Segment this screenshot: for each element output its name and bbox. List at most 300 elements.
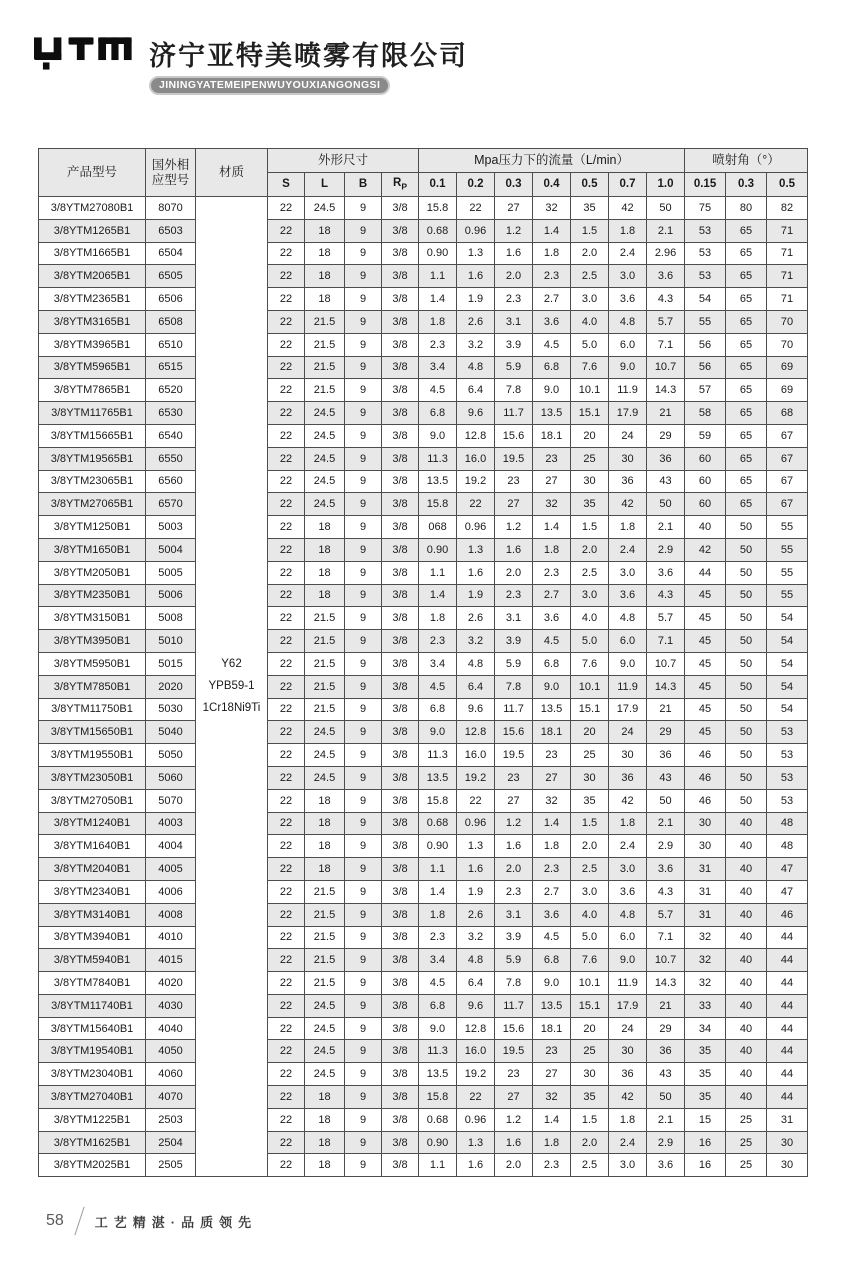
cell-flow-0.2: 3.2 bbox=[457, 630, 495, 653]
cell-flow-1.0: 10.7 bbox=[647, 652, 685, 675]
cell-flow-0.2: 1.9 bbox=[457, 584, 495, 607]
cell-dim-s: 22 bbox=[268, 994, 305, 1017]
cell-product-model: 3/8YTM11750B1 bbox=[39, 698, 146, 721]
cell-dim-b: 9 bbox=[345, 288, 382, 311]
cell-dim-s: 22 bbox=[268, 1017, 305, 1040]
cell-dim-b: 9 bbox=[345, 926, 382, 949]
material-line: 1Cr18Ni9Ti bbox=[202, 701, 261, 714]
cell-flow-0.2: 12.8 bbox=[457, 1017, 495, 1040]
cell-angle-0.3: 40 bbox=[726, 972, 767, 995]
cell-flow-0.3: 19.5 bbox=[495, 1040, 533, 1063]
cell-foreign-model: 4070 bbox=[146, 1086, 196, 1109]
cell-angle-0.5: 55 bbox=[767, 538, 808, 561]
cell-product-model: 3/8YTM7850B1 bbox=[39, 675, 146, 698]
cell-dim-l: 24.5 bbox=[305, 1017, 345, 1040]
cell-foreign-model: 2504 bbox=[146, 1131, 196, 1154]
cell-flow-0.4: 18.1 bbox=[533, 424, 571, 447]
cell-angle-0.5: 48 bbox=[767, 812, 808, 835]
cell-angle-0.15: 40 bbox=[685, 516, 726, 539]
cell-foreign-model: 6503 bbox=[146, 219, 196, 242]
cell-angle-0.5: 67 bbox=[767, 470, 808, 493]
cell-foreign-model: 6550 bbox=[146, 447, 196, 470]
cell-flow-1.0: 36 bbox=[647, 744, 685, 767]
cell-foreign-model: 4006 bbox=[146, 880, 196, 903]
cell-flow-0.7: 42 bbox=[609, 493, 647, 516]
ytm-logo-icon bbox=[34, 36, 134, 71]
cell-dim-rp: 3/8 bbox=[382, 584, 419, 607]
cell-angle-0.3: 65 bbox=[726, 356, 767, 379]
cell-dim-b: 9 bbox=[345, 744, 382, 767]
cell-flow-0.1: 4.5 bbox=[419, 972, 457, 995]
cell-flow-0.3: 23 bbox=[495, 470, 533, 493]
cell-flow-0.7: 1.8 bbox=[609, 219, 647, 242]
subheader-flow-0.3: 0.3 bbox=[495, 173, 533, 197]
col-header-spray-angle: 喷射角（°） bbox=[685, 149, 808, 173]
subheader-dim-b: B bbox=[345, 173, 382, 197]
cell-angle-0.15: 60 bbox=[685, 447, 726, 470]
cell-flow-0.7: 6.0 bbox=[609, 630, 647, 653]
cell-dim-s: 22 bbox=[268, 1108, 305, 1131]
cell-dim-b: 9 bbox=[345, 265, 382, 288]
cell-dim-b: 9 bbox=[345, 812, 382, 835]
cell-flow-1.0: 50 bbox=[647, 197, 685, 220]
cell-flow-0.4: 1.4 bbox=[533, 1108, 571, 1131]
cell-flow-0.2: 19.2 bbox=[457, 470, 495, 493]
spec-row bbox=[39, 379, 808, 402]
cell-foreign-model: 5006 bbox=[146, 584, 196, 607]
cell-foreign-model: 6540 bbox=[146, 424, 196, 447]
cell-angle-0.5: 54 bbox=[767, 652, 808, 675]
cell-angle-0.15: 32 bbox=[685, 949, 726, 972]
cell-angle-0.5: 54 bbox=[767, 607, 808, 630]
cell-dim-rp: 3/8 bbox=[382, 812, 419, 835]
cell-flow-0.2: 2.6 bbox=[457, 607, 495, 630]
cell-foreign-model: 5050 bbox=[146, 744, 196, 767]
cell-product-model: 3/8YTM5965B1 bbox=[39, 356, 146, 379]
cell-flow-0.4: 1.8 bbox=[533, 242, 571, 265]
cell-dim-rp: 3/8 bbox=[382, 972, 419, 995]
cell-angle-0.15: 58 bbox=[685, 402, 726, 425]
material-line: YPB59-1 bbox=[208, 679, 255, 692]
cell-flow-0.3: 27 bbox=[495, 197, 533, 220]
cell-angle-0.3: 40 bbox=[726, 903, 767, 926]
cell-dim-rp: 3/8 bbox=[382, 1017, 419, 1040]
cell-dim-l: 18 bbox=[305, 265, 345, 288]
cell-flow-0.3: 5.9 bbox=[495, 356, 533, 379]
cell-dim-rp: 3/8 bbox=[382, 926, 419, 949]
cell-flow-0.4: 6.8 bbox=[533, 652, 571, 675]
cell-flow-0.7: 24 bbox=[609, 721, 647, 744]
cell-dim-rp: 3/8 bbox=[382, 630, 419, 653]
cell-angle-0.15: 60 bbox=[685, 470, 726, 493]
cell-flow-0.2: 19.2 bbox=[457, 1063, 495, 1086]
cell-flow-0.5: 20 bbox=[571, 721, 609, 744]
cell-angle-0.15: 30 bbox=[685, 812, 726, 835]
cell-flow-0.2: 1.3 bbox=[457, 835, 495, 858]
spec-row bbox=[39, 721, 808, 744]
cell-product-model: 3/8YTM1625B1 bbox=[39, 1131, 146, 1154]
cell-angle-0.15: 54 bbox=[685, 288, 726, 311]
cell-angle-0.15: 34 bbox=[685, 1017, 726, 1040]
cell-flow-0.1: 15.8 bbox=[419, 197, 457, 220]
cell-flow-0.3: 2.0 bbox=[495, 265, 533, 288]
cell-dim-b: 9 bbox=[345, 493, 382, 516]
cell-angle-0.3: 65 bbox=[726, 493, 767, 516]
cell-flow-0.3: 3.9 bbox=[495, 333, 533, 356]
cell-flow-0.3: 2.3 bbox=[495, 880, 533, 903]
cell-dim-s: 22 bbox=[268, 265, 305, 288]
spec-row bbox=[39, 858, 808, 881]
cell-flow-1.0: 2.1 bbox=[647, 1108, 685, 1131]
company-block bbox=[149, 36, 468, 95]
cell-flow-0.5: 4.0 bbox=[571, 903, 609, 926]
cell-angle-0.3: 65 bbox=[726, 242, 767, 265]
cell-flow-1.0: 21 bbox=[647, 698, 685, 721]
cell-angle-0.3: 50 bbox=[726, 607, 767, 630]
cell-angle-0.5: 54 bbox=[767, 630, 808, 653]
spec-row bbox=[39, 744, 808, 767]
cell-flow-0.5: 1.5 bbox=[571, 812, 609, 835]
cell-angle-0.15: 57 bbox=[685, 379, 726, 402]
cell-angle-0.15: 30 bbox=[685, 835, 726, 858]
cell-flow-0.4: 27 bbox=[533, 470, 571, 493]
cell-dim-l: 21.5 bbox=[305, 926, 345, 949]
cell-flow-0.5: 3.0 bbox=[571, 880, 609, 903]
subheader-flow-0.2: 0.2 bbox=[457, 173, 495, 197]
cell-foreign-model: 5008 bbox=[146, 607, 196, 630]
cell-angle-0.3: 40 bbox=[726, 812, 767, 835]
cell-flow-0.4: 32 bbox=[533, 1086, 571, 1109]
cell-dim-rp: 3/8 bbox=[382, 607, 419, 630]
cell-flow-0.3: 1.6 bbox=[495, 242, 533, 265]
cell-angle-0.5: 70 bbox=[767, 333, 808, 356]
cell-flow-0.4: 2.7 bbox=[533, 880, 571, 903]
cell-flow-0.7: 3.0 bbox=[609, 265, 647, 288]
cell-angle-0.15: 75 bbox=[685, 197, 726, 220]
col-header-foreign-model: 国外相应型号 bbox=[146, 149, 196, 197]
cell-foreign-model: 8070 bbox=[146, 197, 196, 220]
spec-row bbox=[39, 630, 808, 653]
cell-flow-0.1: 15.8 bbox=[419, 789, 457, 812]
page-header bbox=[34, 36, 468, 95]
cell-flow-0.1: 0.90 bbox=[419, 242, 457, 265]
cell-dim-b: 9 bbox=[345, 197, 382, 220]
spec-row bbox=[39, 197, 808, 220]
cell-angle-0.3: 25 bbox=[726, 1154, 767, 1177]
cell-angle-0.3: 40 bbox=[726, 858, 767, 881]
cell-flow-0.3: 3.1 bbox=[495, 903, 533, 926]
cell-dim-s: 22 bbox=[268, 402, 305, 425]
spec-row bbox=[39, 516, 808, 539]
spec-row bbox=[39, 766, 808, 789]
slash-divider-icon bbox=[74, 1207, 84, 1236]
cell-angle-0.5: 30 bbox=[767, 1154, 808, 1177]
cell-dim-b: 9 bbox=[345, 1086, 382, 1109]
cell-flow-0.4: 1.8 bbox=[533, 1131, 571, 1154]
cell-dim-rp: 3/8 bbox=[382, 789, 419, 812]
cell-dim-l: 24.5 bbox=[305, 424, 345, 447]
cell-flow-0.7: 1.8 bbox=[609, 1108, 647, 1131]
cell-flow-1.0: 3.6 bbox=[647, 265, 685, 288]
cell-product-model: 3/8YTM1225B1 bbox=[39, 1108, 146, 1131]
cell-flow-0.7: 9.0 bbox=[609, 356, 647, 379]
cell-dim-rp: 3/8 bbox=[382, 538, 419, 561]
cell-flow-0.1: 1.8 bbox=[419, 607, 457, 630]
cell-angle-0.5: 54 bbox=[767, 698, 808, 721]
cell-flow-0.2: 19.2 bbox=[457, 766, 495, 789]
cell-angle-0.3: 65 bbox=[726, 265, 767, 288]
cell-flow-0.4: 3.6 bbox=[533, 903, 571, 926]
cell-flow-0.7: 30 bbox=[609, 744, 647, 767]
cell-flow-0.4: 1.8 bbox=[533, 538, 571, 561]
cell-angle-0.5: 44 bbox=[767, 926, 808, 949]
spec-row bbox=[39, 994, 808, 1017]
cell-flow-0.2: 0.96 bbox=[457, 812, 495, 835]
cell-flow-0.1: 11.3 bbox=[419, 447, 457, 470]
cell-foreign-model: 4008 bbox=[146, 903, 196, 926]
cell-flow-0.5: 1.5 bbox=[571, 219, 609, 242]
cell-flow-1.0: 21 bbox=[647, 402, 685, 425]
cell-flow-0.2: 4.8 bbox=[457, 949, 495, 972]
company-pinyin-badge: JININGYATEMEIPENWUYOUXIANGONGSI bbox=[149, 76, 390, 95]
cell-angle-0.3: 65 bbox=[726, 424, 767, 447]
cell-flow-0.2: 22 bbox=[457, 493, 495, 516]
cell-angle-0.5: 55 bbox=[767, 584, 808, 607]
cell-flow-0.1: 3.4 bbox=[419, 949, 457, 972]
cell-flow-0.4: 9.0 bbox=[533, 675, 571, 698]
cell-dim-rp: 3/8 bbox=[382, 652, 419, 675]
cell-flow-0.5: 15.1 bbox=[571, 698, 609, 721]
cell-angle-0.5: 44 bbox=[767, 1086, 808, 1109]
cell-dim-b: 9 bbox=[345, 858, 382, 881]
cell-flow-1.0: 14.3 bbox=[647, 675, 685, 698]
cell-angle-0.3: 50 bbox=[726, 561, 767, 584]
cell-flow-0.5: 35 bbox=[571, 197, 609, 220]
cell-flow-0.3: 11.7 bbox=[495, 994, 533, 1017]
cell-flow-0.7: 36 bbox=[609, 1063, 647, 1086]
cell-angle-0.15: 46 bbox=[685, 789, 726, 812]
cell-flow-0.2: 2.6 bbox=[457, 903, 495, 926]
cell-dim-rp: 3/8 bbox=[382, 356, 419, 379]
cell-dim-rp: 3/8 bbox=[382, 424, 419, 447]
cell-flow-0.4: 4.5 bbox=[533, 630, 571, 653]
cell-flow-0.3: 27 bbox=[495, 493, 533, 516]
cell-dim-rp: 3/8 bbox=[382, 835, 419, 858]
cell-flow-0.1: 0.90 bbox=[419, 835, 457, 858]
cell-angle-0.15: 42 bbox=[685, 538, 726, 561]
cell-dim-l: 18 bbox=[305, 584, 345, 607]
cell-dim-l: 24.5 bbox=[305, 994, 345, 1017]
cell-product-model: 3/8YTM23050B1 bbox=[39, 766, 146, 789]
cell-product-model: 3/8YTM3165B1 bbox=[39, 310, 146, 333]
cell-angle-0.15: 32 bbox=[685, 926, 726, 949]
cell-dim-b: 9 bbox=[345, 607, 382, 630]
cell-flow-1.0: 2.9 bbox=[647, 538, 685, 561]
cell-dim-rp: 3/8 bbox=[382, 994, 419, 1017]
cell-flow-0.7: 9.0 bbox=[609, 652, 647, 675]
cell-angle-0.5: 47 bbox=[767, 880, 808, 903]
cell-angle-0.15: 46 bbox=[685, 766, 726, 789]
cell-flow-0.4: 27 bbox=[533, 766, 571, 789]
cell-foreign-model: 4040 bbox=[146, 1017, 196, 1040]
cell-flow-0.1: 2.3 bbox=[419, 926, 457, 949]
cell-dim-b: 9 bbox=[345, 994, 382, 1017]
spec-row bbox=[39, 1040, 808, 1063]
cell-dim-s: 22 bbox=[268, 903, 305, 926]
cell-flow-0.4: 9.0 bbox=[533, 379, 571, 402]
cell-dim-s: 22 bbox=[268, 516, 305, 539]
spec-row bbox=[39, 926, 808, 949]
cell-product-model: 3/8YTM3140B1 bbox=[39, 903, 146, 926]
cell-flow-0.7: 3.6 bbox=[609, 288, 647, 311]
cell-flow-0.4: 23 bbox=[533, 447, 571, 470]
cell-dim-s: 22 bbox=[268, 835, 305, 858]
cell-flow-0.7: 6.0 bbox=[609, 333, 647, 356]
cell-dim-s: 22 bbox=[268, 1040, 305, 1063]
cell-flow-0.5: 10.1 bbox=[571, 675, 609, 698]
cell-flow-0.7: 2.4 bbox=[609, 242, 647, 265]
cell-dim-rp: 3/8 bbox=[382, 880, 419, 903]
cell-flow-0.1: 0.68 bbox=[419, 219, 457, 242]
cell-flow-0.7: 1.8 bbox=[609, 812, 647, 835]
cell-angle-0.3: 65 bbox=[726, 333, 767, 356]
cell-flow-0.5: 25 bbox=[571, 744, 609, 767]
cell-angle-0.5: 67 bbox=[767, 424, 808, 447]
cell-flow-0.3: 1.6 bbox=[495, 538, 533, 561]
cell-dim-l: 21.5 bbox=[305, 607, 345, 630]
cell-dim-b: 9 bbox=[345, 219, 382, 242]
cell-dim-s: 22 bbox=[268, 447, 305, 470]
cell-angle-0.15: 15 bbox=[685, 1108, 726, 1131]
cell-flow-0.1: 9.0 bbox=[419, 424, 457, 447]
cell-product-model: 3/8YTM7840B1 bbox=[39, 972, 146, 995]
cell-flow-0.3: 1.2 bbox=[495, 812, 533, 835]
cell-angle-0.15: 16 bbox=[685, 1131, 726, 1154]
cell-angle-0.3: 40 bbox=[726, 880, 767, 903]
cell-flow-0.3: 11.7 bbox=[495, 698, 533, 721]
cell-dim-b: 9 bbox=[345, 789, 382, 812]
cell-flow-1.0: 36 bbox=[647, 1040, 685, 1063]
cell-flow-0.2: 0.96 bbox=[457, 516, 495, 539]
cell-flow-0.2: 4.8 bbox=[457, 356, 495, 379]
cell-dim-rp: 3/8 bbox=[382, 379, 419, 402]
cell-flow-0.2: 6.4 bbox=[457, 972, 495, 995]
cell-dim-rp: 3/8 bbox=[382, 219, 419, 242]
cell-dim-b: 9 bbox=[345, 903, 382, 926]
cell-flow-0.2: 3.2 bbox=[457, 333, 495, 356]
cell-dim-l: 18 bbox=[305, 538, 345, 561]
cell-flow-0.2: 22 bbox=[457, 789, 495, 812]
cell-dim-s: 22 bbox=[268, 584, 305, 607]
cell-foreign-model: 6520 bbox=[146, 379, 196, 402]
cell-product-model: 3/8YTM2040B1 bbox=[39, 858, 146, 881]
cell-dim-b: 9 bbox=[345, 1040, 382, 1063]
cell-flow-0.2: 1.6 bbox=[457, 858, 495, 881]
cell-flow-0.3: 7.8 bbox=[495, 379, 533, 402]
cell-product-model: 3/8YTM27040B1 bbox=[39, 1086, 146, 1109]
cell-dim-s: 22 bbox=[268, 242, 305, 265]
cell-flow-0.7: 36 bbox=[609, 766, 647, 789]
cell-angle-0.3: 40 bbox=[726, 994, 767, 1017]
spec-row bbox=[39, 880, 808, 903]
cell-flow-0.1: 3.4 bbox=[419, 356, 457, 379]
cell-flow-0.4: 1.4 bbox=[533, 516, 571, 539]
cell-foreign-model: 4004 bbox=[146, 835, 196, 858]
cell-dim-l: 18 bbox=[305, 219, 345, 242]
cell-flow-0.1: 2.3 bbox=[419, 333, 457, 356]
cell-angle-0.15: 56 bbox=[685, 333, 726, 356]
cell-product-model: 3/8YTM19565B1 bbox=[39, 447, 146, 470]
spec-row bbox=[39, 584, 808, 607]
cell-foreign-model: 6505 bbox=[146, 265, 196, 288]
cell-flow-1.0: 43 bbox=[647, 470, 685, 493]
cell-flow-0.7: 2.4 bbox=[609, 835, 647, 858]
col-header-dimensions: 外形尺寸 bbox=[268, 149, 419, 173]
cell-dim-s: 22 bbox=[268, 310, 305, 333]
cell-angle-0.3: 40 bbox=[726, 835, 767, 858]
cell-dim-l: 21.5 bbox=[305, 949, 345, 972]
cell-flow-0.4: 4.5 bbox=[533, 926, 571, 949]
cell-dim-rp: 3/8 bbox=[382, 561, 419, 584]
cell-angle-0.3: 50 bbox=[726, 516, 767, 539]
cell-angle-0.5: 30 bbox=[767, 1131, 808, 1154]
cell-foreign-model: 4015 bbox=[146, 949, 196, 972]
rp-sub: P bbox=[401, 181, 407, 192]
cell-dim-s: 22 bbox=[268, 812, 305, 835]
cell-flow-0.1: 0.90 bbox=[419, 538, 457, 561]
cell-foreign-model: 4030 bbox=[146, 994, 196, 1017]
cell-dim-b: 9 bbox=[345, 561, 382, 584]
cell-flow-0.7: 4.8 bbox=[609, 607, 647, 630]
cell-dim-rp: 3/8 bbox=[382, 265, 419, 288]
material-line: Y62 bbox=[221, 657, 242, 670]
spec-row bbox=[39, 219, 808, 242]
cell-flow-0.5: 2.0 bbox=[571, 242, 609, 265]
cell-flow-0.1: 13.5 bbox=[419, 470, 457, 493]
cell-angle-0.3: 50 bbox=[726, 721, 767, 744]
cell-flow-0.1: 3.4 bbox=[419, 652, 457, 675]
cell-flow-0.2: 0.96 bbox=[457, 1108, 495, 1131]
cell-dim-l: 24.5 bbox=[305, 766, 345, 789]
cell-flow-0.7: 42 bbox=[609, 197, 647, 220]
cell-flow-0.7: 3.6 bbox=[609, 880, 647, 903]
cell-foreign-model: 6510 bbox=[146, 333, 196, 356]
cell-dim-b: 9 bbox=[345, 379, 382, 402]
cell-product-model: 3/8YTM3150B1 bbox=[39, 607, 146, 630]
cell-dim-l: 18 bbox=[305, 1154, 345, 1177]
cell-flow-0.3: 3.1 bbox=[495, 310, 533, 333]
cell-flow-0.1: 9.0 bbox=[419, 1017, 457, 1040]
cell-product-model: 3/8YTM1640B1 bbox=[39, 835, 146, 858]
cell-angle-0.5: 44 bbox=[767, 1063, 808, 1086]
cell-product-model: 3/8YTM27080B1 bbox=[39, 197, 146, 220]
cell-angle-0.3: 50 bbox=[726, 766, 767, 789]
cell-product-model: 3/8YTM5940B1 bbox=[39, 949, 146, 972]
cell-flow-0.4: 13.5 bbox=[533, 698, 571, 721]
cell-dim-b: 9 bbox=[345, 424, 382, 447]
cell-flow-0.7: 6.0 bbox=[609, 926, 647, 949]
cell-product-model: 3/8YTM11740B1 bbox=[39, 994, 146, 1017]
cell-product-model: 3/8YTM3940B1 bbox=[39, 926, 146, 949]
cell-flow-1.0: 2.9 bbox=[647, 1131, 685, 1154]
cell-dim-s: 22 bbox=[268, 561, 305, 584]
cell-product-model: 3/8YTM2025B1 bbox=[39, 1154, 146, 1177]
cell-dim-b: 9 bbox=[345, 972, 382, 995]
cell-flow-1.0: 5.7 bbox=[647, 310, 685, 333]
cell-flow-0.3: 27 bbox=[495, 1086, 533, 1109]
cell-flow-1.0: 43 bbox=[647, 766, 685, 789]
cell-flow-1.0: 10.7 bbox=[647, 356, 685, 379]
